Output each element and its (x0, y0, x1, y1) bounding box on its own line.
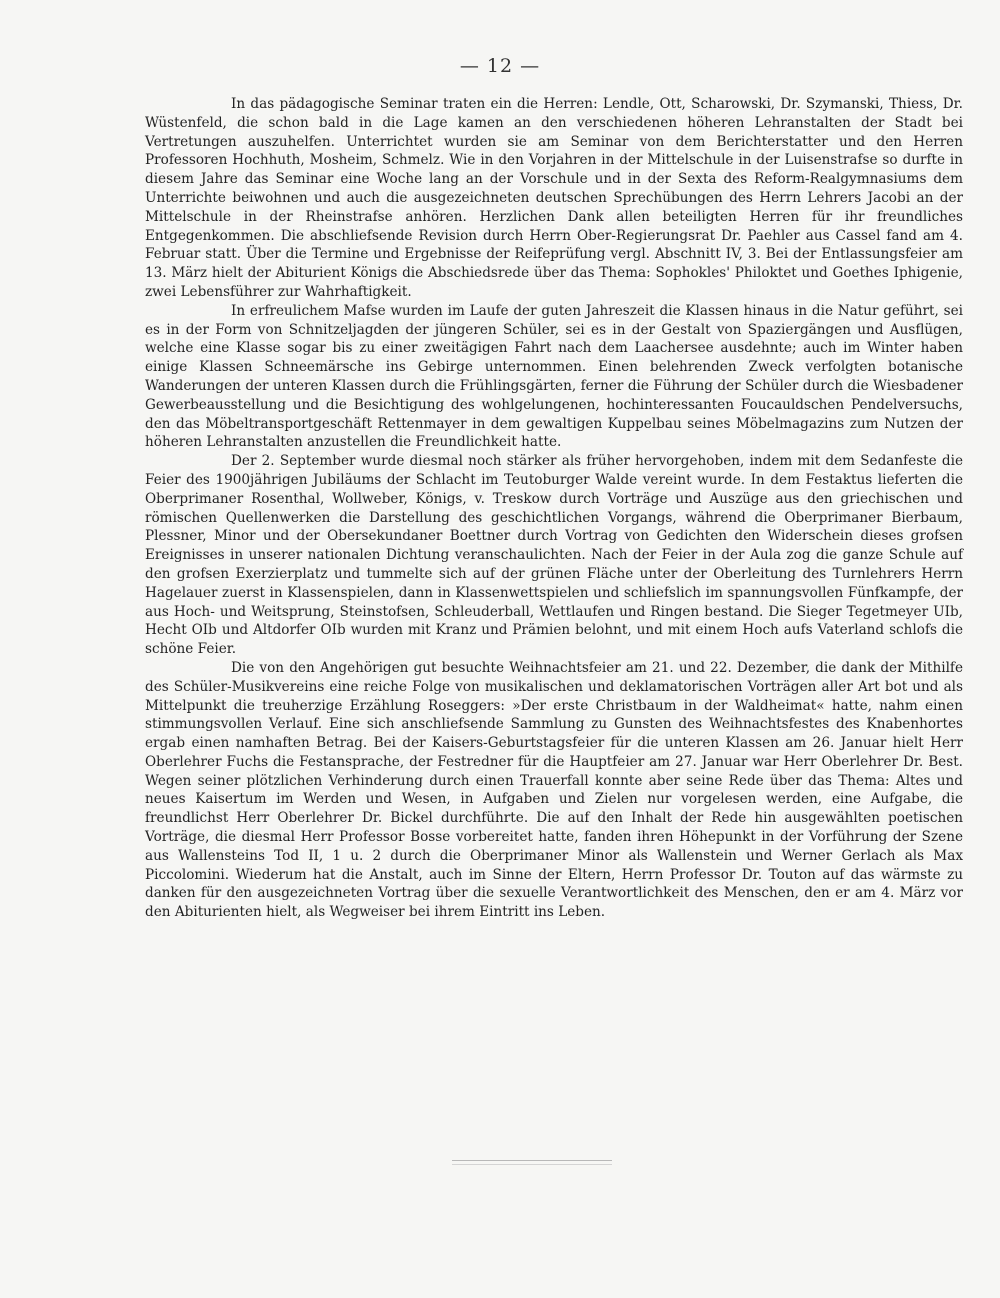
paragraph-christmas-celebration: Die von den Angehörigen gut besuchte Weihnachtsfeier am 21. und 22. Dezember, die dank der Mithilfe des Schüler-Musikvereins eine reiche Folge von musikalischen und deklamatorischen Vorträgen aller Art bot und als Mittelpunkt die treuherzige Erzählung Roseggers: »Der erste Christbaum in der Waldheimat« hatte, nahm einen stimmungsvollen Verlauf. Eine sich anschliefsende Sammlung zu Gunsten des Weihnachtsfestes des Knabenhortes ergab einen namhaften Betrag. Bei der Kaisers-Geburtstagsfeier für die unteren Klassen am 26. Januar hielt Herr Oberlehrer Fuchs die Festansprache, der Festredner für die Hauptfeier am 27. Januar war Herr Oberlehrer Dr. Best. Wegen seiner plötzlichen Verhinderung durch einen Trauerfall konnte aber seine Rede über das Thema: Altes und neues Kaisertum im Werden und Wesen, in Aufgaben und Zielen nur vorgelesen werden, eine Aufgabe, die freundlichst Herr Oberlehrer Dr. Bickel durchführte. Die auf den Inhalt der Rede hin ausgewählten poetischen Vorträge, die diesmal Herr Professor Bosse vorbereitet hatte, fanden ihren Höhepunkt in der Vorführung der Szene aus Wallensteins Tod II, 1 u. 2 durch die Oberprimaner Minor als Wallenstein und Werner Gerlach als Max Piccolomini. Wiederum hat die Anstalt, auch im Sinne der Eltern, Herrn Professor Dr. Touton auf das wärmste zu danken für den ausgezeichneten Vortrag über die sexuelle Verantwortlichkeit des Menschen, den er am 4. März vor den Abiturienten hielt, als Wegweiser bei ihrem Eintritt ins Leben. (145, 659, 963, 921)
paragraph-excursions: In erfreulichem Mafse wurden im Laufe der guten Jahreszeit die Klassen hinaus in die Natur geführt, sei es in der Form von Schnitzeljagden der jüngeren Schüler, sei es in der Gestalt von Spaziergängen und Ausflügen, welche eine Klasse sogar bis zu einer zweitägigen Fahrt nach dem Laachersee ausdehnte; auch im Winter haben einige Klassen Schneemärsche ins Gebirge unternommen. Einen belehrenden Zweck verfolgten botanische Wanderungen der unteren Klassen durch die Frühlingsgärten, ferner die Führung der Schüler durch die Wiesbadener Gewerbeausstellung und die Besichtigung des wohlgelungenen, hochinteressanten Foucauldschen Pendelversuchs, den das Möbeltransportgeschäft Rettenmayer in dem gewaltigen Kuppelbau seines Möbelmagazins zum Nutzen der höheren Lehranstalten anzustellen die Freundlichkeit hatte. (145, 302, 963, 451)
closing-rule (452, 1160, 612, 1161)
closing-rule-secondary (452, 1164, 612, 1165)
paragraph-seminar: In das pädagogische Seminar traten ein die Herren: Lendle, Ott, Scharowski, Dr. Szymanski, Thiess, Dr. Wüstenfeld, die schon bald in die Lage kamen an den verschiedenen höheren Lehranstalten der Stadt bei Vertretungen auszuhelfen. Unterrichtet wurden sie am Seminar von dem Berichterstatter und den Herren Professoren Hochhuth, Mosheim, Schmelz. Wie in den Vorjahren in der Mittelschule in der Luisenstrafse so durfte in diesem Jahre das Seminar eine Woche lang an der Vorschule und in der Sexta des Reform-Realgymnasiums dem Unterrichte beiwohnen und auch die ausgezeichneten deutschen Sprechübungen des Herrn Lehrers Jacobi an der Mittelschule in der Rheinstrafse anhören. Herzlichen Dank allen beteiligten Herren für ihr freundliches Entgegenkommen. Die abschliefsende Revision durch Herrn Ober-Regierungsrat Dr. Paehler aus Cassel fand am 4. Februar statt. Über die Termine und Ergebnisse der Reifeprüfung vergl. Abschnitt IV, 3. Bei der Entlassungsfeier am 13. März hielt der Abiturient Königs die Abschiedsrede über das Thema: Sophokles' Philoktet und Goethes Iphigenie, zwei Lebensführer zur Wahrhaftigkeit. (145, 96, 963, 300)
paragraph-sedan-feast: Der 2. September wurde diesmal noch stärker als früher hervorgehoben, indem mit dem Sedanfeste die Feier des 1900jährigen Jubiläums der Schlacht im Teutoburger Walde vereint wurde. In dem Festaktus lieferten die Oberprimaner Rosenthal, Wollweber, Königs, v. Treskow durch Vorträge und Auszüge aus den griechischen und römischen Quellenwerken die Darstellung des geschichtlichen Vorgangs, während die Oberprimaner Bierbaum, Plessner, Minor und der Obersekundaner Boettner durch Vortrag von Gedichten den Widerschein dieses grofsen Ereignisses in unserer nationalen Dichtung veranschaulichten. Nach der Feier in der Aula zog die ganze Schule auf den grofsen Exerzierplatz und tummelte sich auf der grünen Fläche unter der Oberleitung des Turnlehrers Herrn Hagelauer zuerst in Klassenspielen, dann in Klassenwettspielen und schliefslich im spannungsvollen Fünfkampfe, der aus Hoch- und Weitsprung, Steinstofsen, Schleuderball, Wettlaufen und Ringen bestand. Die Sieger Tegetmeyer UIb, Hecht OIb und Altdorfer OIb wurden mit Kranz und Prämien belohnt, und mit einem Hoch aufs Vaterland schlofs die schöne Feier. (145, 453, 963, 658)
body-text (145, 95, 963, 922)
page-number: — 12 — (459, 55, 541, 77)
